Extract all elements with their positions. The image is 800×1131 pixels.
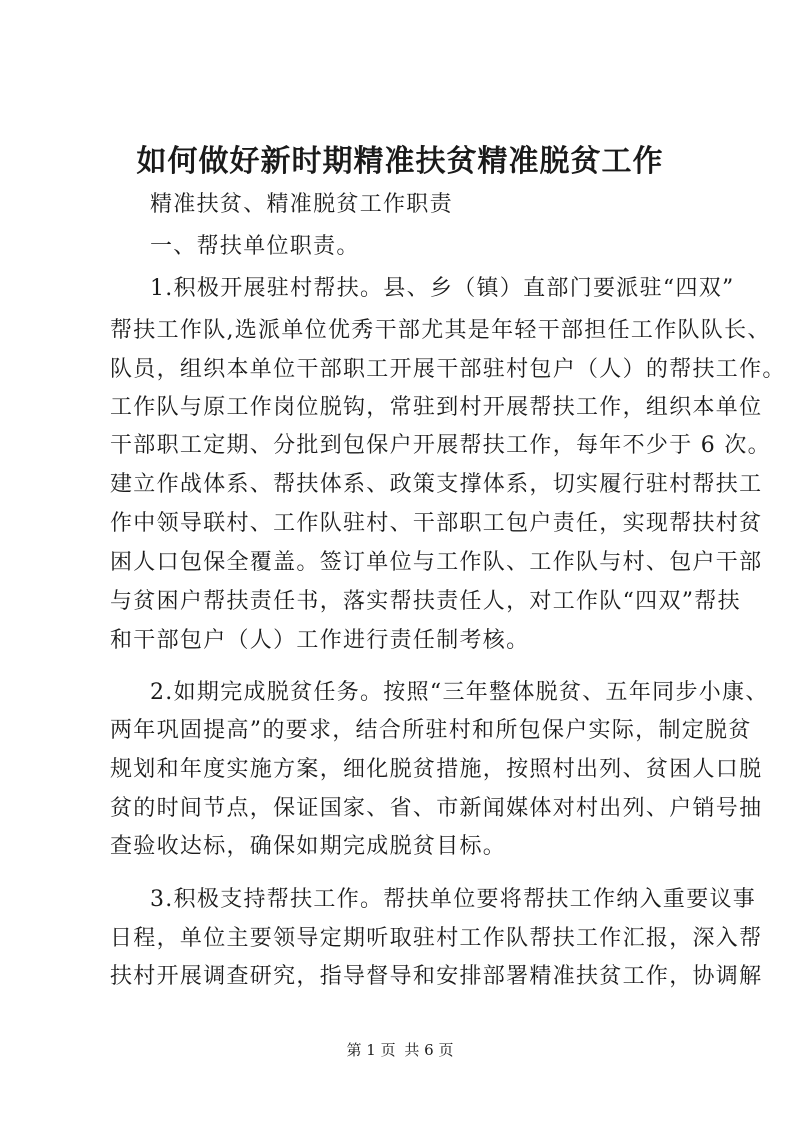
paragraph-line: 两年巩固提高”的要求，结合所驻村和所包保户实际，制定脱贫: [110, 718, 752, 743]
page-number: 第 1 页: [346, 1041, 396, 1059]
paragraph-line: 工作队与原工作岗位脱钩，常驻到村开展帮扶工作，组织本单位: [110, 395, 763, 420]
paragraph-line: 和干部包户（人）工作进行责任制考核。: [110, 628, 530, 653]
page-footer: [0, 1040, 800, 1060]
paragraph-line: 队员，组织本单位干部职工开展干部驻村包户（人）的帮扶工作。: [110, 357, 786, 382]
paragraph-line: 1.积极开展驻村帮扶。县、乡（镇）直部门要派驻“四双”: [150, 276, 735, 301]
paragraph-line: 规划和年度实施方案，细化脱贫措施，按照村出列、贫困人口脱: [110, 757, 763, 782]
document-subtitle: 精准扶贫、精准脱贫工作职责: [150, 192, 453, 217]
paragraph-line: 帮扶工作队,选派单位优秀干部尤其是年轻干部担任工作队队长、: [110, 318, 771, 343]
paragraph-line: 干部职工定期、分批到包保户开展帮扶工作，每年不少于 6 次。: [110, 433, 771, 458]
paragraph-line: 查验收达标，确保如期完成脱贫目标。: [110, 834, 507, 859]
document-title: 如何做好新时期精准扶贫精准脱贫工作: [136, 144, 664, 179]
paragraph-line: 困人口包保全覆盖。签订单位与工作队、工作队与村、包户干部: [110, 550, 763, 575]
paragraph-line: 作中领导联村、工作队驻村、干部职工包户责任，实现帮扶村贫: [110, 511, 763, 536]
paragraph-line: 2.如期完成脱贫任务。按照“三年整体脱贫、五年同步小康、: [150, 680, 769, 705]
paragraph-line: 与贫困户帮扶责任书，落实帮扶责任人，对工作队“四双”帮扶: [110, 589, 741, 614]
paragraph-line: 贫的时间节点，保证国家、省、市新闻媒体对村出列、户销号抽: [110, 796, 763, 821]
paragraph-line: 日程，单位主要领导定期听取驻村工作队帮扶工作汇报，深入帮: [110, 926, 763, 951]
paragraph-line: 扶村开展调查研究，指导督导和安排部署精准扶贫工作，协调解: [110, 964, 763, 989]
paragraph-line: 建立作战体系、帮扶体系、政策支撑体系，切实履行驻村帮扶工: [110, 472, 763, 497]
paragraph-line: 3.积极支持帮扶工作。帮扶单位要将帮扶工作纳入重要议事: [150, 887, 757, 912]
page-total: 共 6 页: [404, 1041, 454, 1059]
section-heading: 一、帮扶单位职责。: [150, 234, 360, 259]
